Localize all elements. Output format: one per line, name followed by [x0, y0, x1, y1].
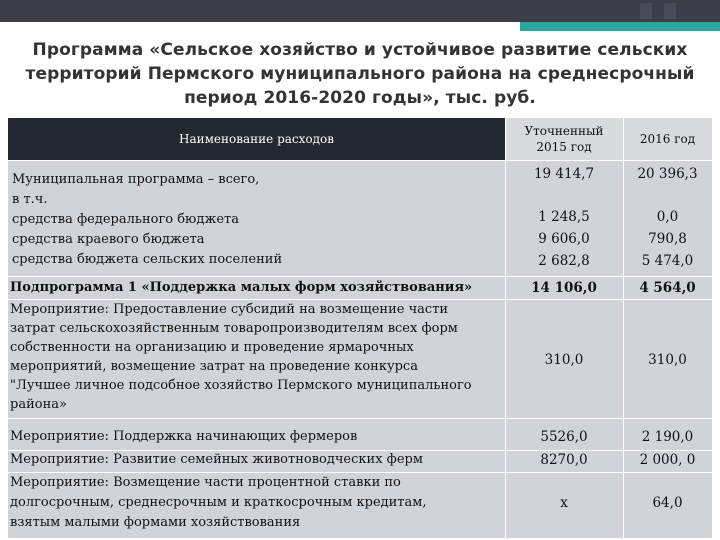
top-banner — [0, 0, 720, 22]
row-divider — [8, 276, 712, 277]
value-2015: 1 248,5 — [538, 209, 590, 225]
name-line: Мероприятие: Возмещение части процентной ставки по — [10, 475, 401, 490]
title-line: Программа «Сельское хозяйство и устойчивое развитие сельских — [32, 40, 688, 60]
value-2015: х — [560, 495, 568, 511]
row-name-measure — [10, 300, 472, 414]
value-2015: 19 414,7 — [533, 166, 595, 182]
row-divider — [8, 418, 712, 419]
column-divider — [505, 118, 506, 538]
expenses-table — [8, 118, 712, 538]
row-name-subprogram: Подпрограмма 1 «Поддержка малых форм хозяйствования» — [10, 280, 473, 295]
header-2015 — [505, 118, 623, 160]
value-2015: 14 106,0 — [531, 280, 597, 296]
name-line: затрат сельскохозяйственным товаропроизводителям всех форм — [10, 321, 458, 336]
row-name-measure: Мероприятие: Поддержка начинающих фермеров — [10, 429, 358, 444]
table-header — [8, 118, 712, 160]
name-line: района» — [10, 397, 67, 412]
name-line: средства краевого бюджета — [12, 232, 205, 247]
value-2016: 5 474,0 — [641, 253, 694, 269]
name-line: "Лучшее личное подсобное хозяйство Пермского муниципального — [10, 378, 472, 393]
value-2015: 5526,0 — [540, 429, 588, 445]
name-line: средства бюджета сельских поселений — [12, 252, 283, 267]
accent-block — [664, 3, 676, 19]
value-2016: 64,0 — [652, 495, 683, 511]
column-divider — [623, 118, 624, 538]
value-2016: 4 564,0 — [639, 280, 696, 296]
value-2016: 2 190,0 — [641, 429, 694, 445]
header-2015-line: Уточненный — [524, 124, 604, 138]
accent-block — [640, 3, 652, 19]
value-2015: 2 682,8 — [538, 253, 590, 269]
value-2016: 2 000, 0 — [639, 452, 696, 468]
header-2016: 2016 год — [623, 118, 712, 160]
row-name-measure — [10, 473, 427, 533]
name-line: долгосрочным, среднесрочным и краткосрочным кредитам, — [10, 495, 427, 510]
header-name: Наименование расходов — [8, 118, 505, 160]
name-line: Муниципальная программа – всего, — [12, 172, 260, 187]
row-name-program — [12, 170, 282, 270]
value-2016: 0,0 — [656, 209, 679, 225]
value-2016: 790,8 — [648, 231, 687, 247]
title-line: территорий Пермского муниципального района на среднесрочный — [25, 64, 695, 84]
value-2015: 9 606,0 — [538, 231, 590, 247]
name-line: в т.ч. — [12, 192, 48, 207]
name-line: средства федерального бюджета — [12, 212, 239, 227]
name-line: мероприятий, возмещение затрат на проведение конкурса — [10, 359, 418, 374]
slide-title — [0, 38, 720, 110]
accent-stripe — [520, 22, 720, 31]
value-2016: 20 396,3 — [637, 166, 698, 182]
row-divider — [8, 160, 712, 161]
value-2015: 310,0 — [544, 352, 584, 368]
header-2015-line: 2015 год — [536, 140, 592, 154]
name-line: взятым малыми формами хозяйствования — [10, 515, 301, 530]
name-line: Мероприятие: Предоставление субсидий на возмещение части — [10, 302, 449, 317]
row-name-measure: Мероприятие: Развитие семейных животноводческих ферм — [10, 452, 423, 467]
value-2015: 8270,0 — [540, 452, 588, 468]
title-line: период 2016-2020 годы», тыс. руб. — [184, 88, 536, 108]
name-line: собственности на организацию и проведение ярмарочных — [10, 340, 414, 355]
value-2016: 310,0 — [648, 352, 687, 368]
